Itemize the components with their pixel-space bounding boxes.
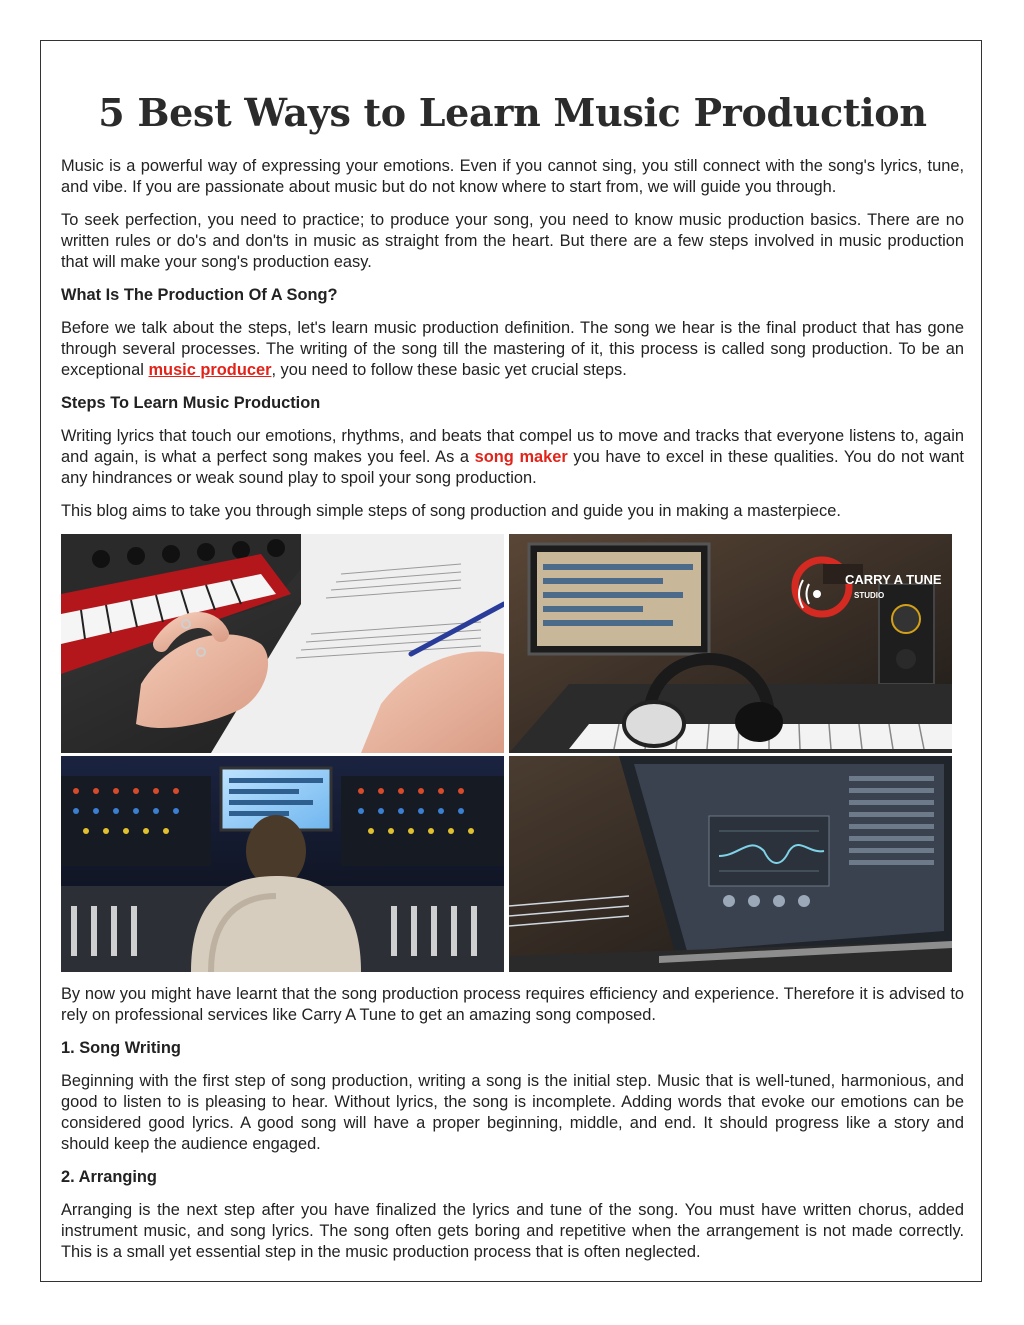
heading-arranging: 2. Arranging xyxy=(61,1168,157,1186)
studio-headphones-illustration xyxy=(509,534,952,753)
paragraph-blog-aim: This blog aims to take you through simple steps of song production and guide you in making a masterpiece. xyxy=(61,502,841,520)
music-production-collage xyxy=(61,534,952,972)
collage-photo-daw-laptop xyxy=(509,756,952,972)
writing-music-illustration xyxy=(61,534,504,753)
collage-photo-studio-headphones xyxy=(509,534,952,753)
page-title: 5 Best Ways to Learn Music Production xyxy=(98,90,927,135)
text-segment: , you need to follow these basic yet crucial steps. xyxy=(271,361,627,379)
collage-photo-mixing-console xyxy=(61,756,504,972)
paragraph-song-writing: Beginning with the first step of song production, writing a song is the initial step. Music that is well-tuned, harmonious, and good to listen to is pleasing to hear. Without lyrics, the song is incomplete. Adding words that evoke our emotions can be considered good lyrics. A good song will have a proper beginning, middle, and end. It should progress like a story and should keep the audience engaged. xyxy=(61,1072,964,1153)
collage-photo-writing-music xyxy=(61,534,504,753)
mixing-console-illustration xyxy=(61,756,504,972)
music-producer-link[interactable]: music producer xyxy=(148,361,272,379)
daw-laptop-illustration xyxy=(509,756,952,972)
intro-paragraph-1: Music is a powerful way of expressing your emotions. Even if you cannot sing, you still connect with the song's lyrics, tune, and vibe. If you are passionate about music but do not know where to start from, we will guide you through. xyxy=(61,157,964,196)
song-maker-link[interactable]: song maker xyxy=(474,448,568,466)
heading-steps: Steps To Learn Music Production xyxy=(61,394,321,412)
intro-paragraph-2: To seek perfection, you need to practice; to produce your song, you need to know music production basics. There are no written rules or do's and don'ts in music as straight from the heart. But there are a few steps involved in music production that will make your song's production easy. xyxy=(61,211,964,271)
paragraph-carry-a-tune: By now you might have learnt that the song production process requires efficiency and experience. Therefore it is advised to rely on professional services like Carry A Tune to get an amazing song composed. xyxy=(61,985,964,1024)
heading-song-writing: 1. Song Writing xyxy=(61,1039,181,1057)
article xyxy=(61,86,964,1275)
logo-studio-text: STUDIO xyxy=(854,591,885,600)
paragraph-production-definition xyxy=(61,318,964,381)
text-segment: Writing lyrics that touch our emotions, rhythms, and beats that compel us to move and tracks that everyone listens to, again and again, is what a perfect song makes you feel. As a xyxy=(61,427,964,466)
paragraph-arranging: Arranging is the next step after you have finalized the lyrics and tune of the song. You must have written chorus, added instrument music, and song lyrics. The song often gets boring and repetitive when the arrangement is not made correctly. This is a small yet essential step in the music production process that is often neglected. xyxy=(61,1201,964,1261)
heading-what-is-production: What Is The Production Of A Song? xyxy=(61,286,338,304)
text-segment: you have to excel in these qualities. You do not want any hindrances or weak sound play to spoil your song production. xyxy=(61,448,964,487)
logo-brand-text: CARRY A TUNE xyxy=(845,572,942,587)
text-segment: Before we talk about the steps, let's learn music production definition. The song we hear is the final product that has gone through several processes. The writing of the song till the mastering of it, this process is called song production. To be an exceptional xyxy=(61,319,964,379)
paragraph-steps xyxy=(61,426,964,489)
